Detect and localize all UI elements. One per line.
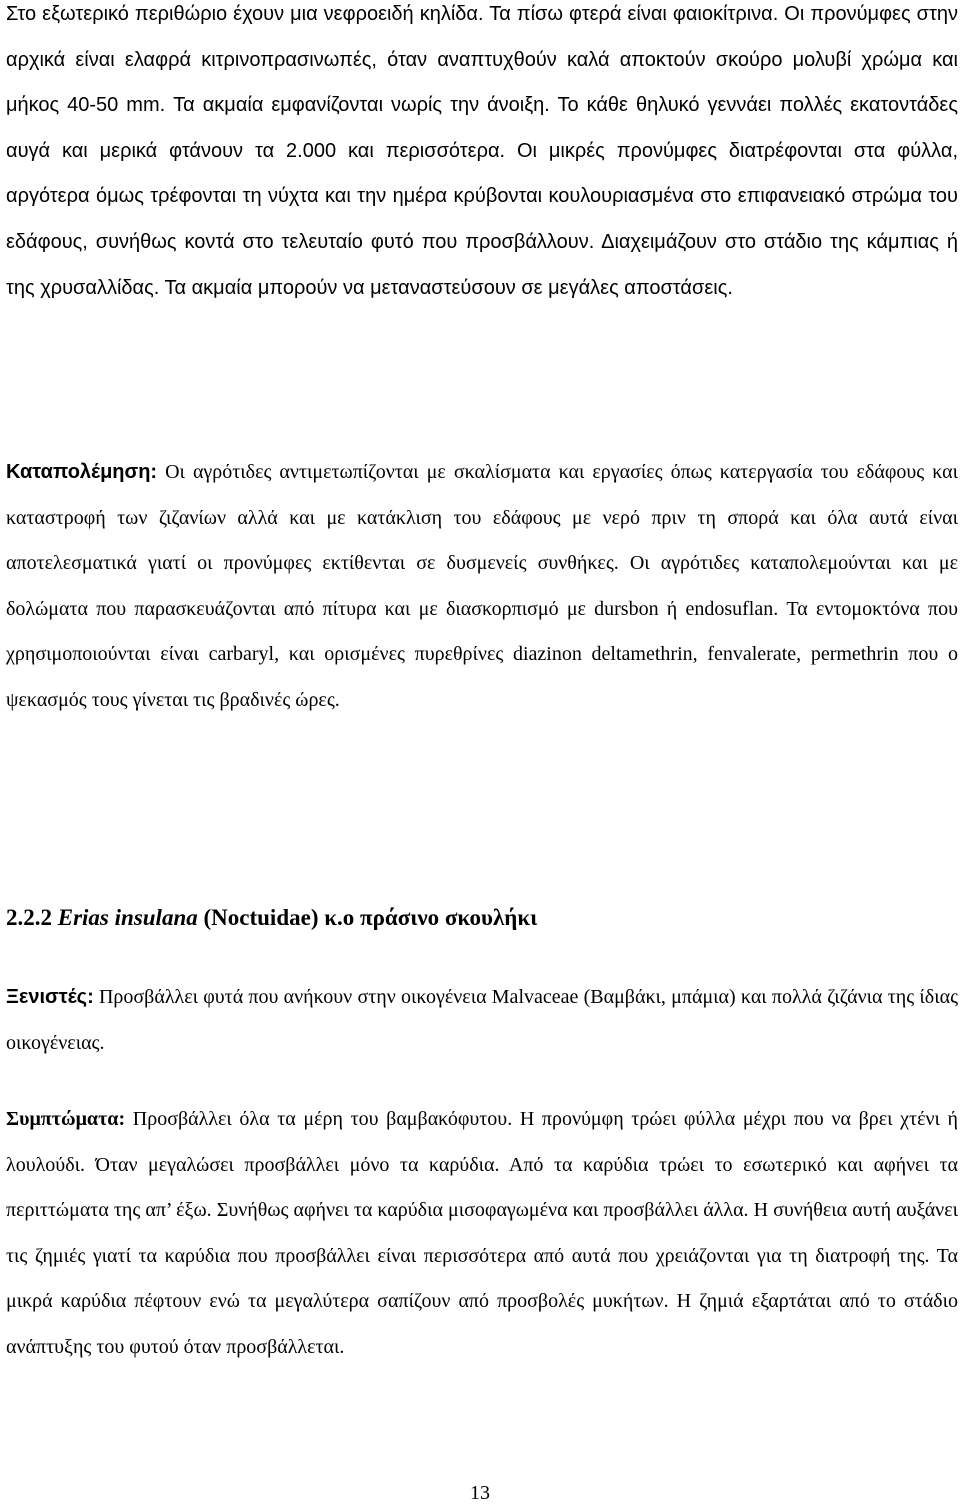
symptoms-label: Συμπτώματα: xyxy=(6,1108,126,1130)
symptoms-text: Προσβάλλει όλα τα μέρη του βαμβακόφυτου. Η προνύμφη τρώει φύλλα μέχρι που να βρει χτένι ή λουλούδι. Όταν μεγαλώσει προσβάλλει μόνο τα καρύδια. Από τα καρύδια τρώει το εσωτερικό και αφήνει τα περιττώματα της απ’ έξω. Συνήθως αφήνει τα καρύδια μισοφαγωμένα και προσβάλλει άλλα. Η συνήθεια αυτή αυξάνει τις ζημιές γιατί τα καρύδια που προσβάλλει είναι περισσότερα από αυτά που χρειάζονται για τη διατροφή της. Τα μικρά καρύδια πέφτουν ενώ τα μεγαλύτερα σαπίζουν από προσβολές μυκήτων. Η ζημιά εξαρτάται από το στάδιο ανάπτυξης του φυτού όταν προσβάλλεται. xyxy=(6,1108,958,1358)
paragraph-control xyxy=(6,450,958,724)
page-number: 13 xyxy=(470,1482,490,1504)
paragraph-symptoms xyxy=(6,1097,958,1371)
section-number: 2.2.2 xyxy=(6,905,58,930)
paragraph-hosts xyxy=(6,975,958,1066)
hosts-text: Προσβάλλει φυτά που ανήκουν στην οικογένεια Malvaceae (Βαμβάκι, μπάμια) και πολλά ζιζάνια της ίδιας οικογένειας. xyxy=(6,986,958,1054)
control-label: Καταπολέμηση: xyxy=(6,461,158,483)
paragraph-description xyxy=(6,0,958,311)
hosts-label: Ξενιστές: xyxy=(6,986,94,1008)
paragraph-description-text: Στο εξωτερικό περιθώριο έχουν μια νεφροειδή κηλίδα. Τα πίσω φτερά είναι φαιοκίτρινα. Οι προνύμφες στην αρχικά είναι ελαφρά κιτρινοπρασινωπές, όταν αναπτυχθούν καλά αποκτούν σκούρο μολυβί χρώμα και μήκος 40-50 mm. Τα ακμαία εμφανίζονται νωρίς την άνοιξη. Το κάθε θηλυκό γεννάει πολλές εκατοντάδες αυγά και μερικά φτάνουν τα 2.000 και περισσότερα. Οι μικρές προνύμφες διατρέφονται στα φύλλα, αργότερα όμως τρέφονται τη νύχτα και την ημέρα κρύβονται κουλουριασμένα στο επιφανειακό στρώμα του εδάφους, συνήθως κοντά στο τελευταίο φυτό που προσβάλλουν. Διαχειμάζουν στο στάδιο της κάμπιας ή της χρυσαλλίδας. Τα ακμαία μπορούν να μεταναστεύσουν σε μεγάλες αποστάσεις. xyxy=(6,3,958,299)
section-species: Erias insulana xyxy=(57,905,198,930)
section-heading xyxy=(6,898,537,938)
section-family-name: (Noctuidae) κ.ο πράσινο σκουλήκι xyxy=(197,905,538,930)
control-text: Οι αγρότιδες αντιμετωπίζονται με σκαλίσματα και εργασίες όπως κατεργασία του εδάφους και καταστροφή των ζιζανίων αλλά και με κατάκλιση του εδάφους με νερό πριν τη σπορά και όλα αυτά είναι αποτελεσματικά γιατί οι προνύμφες εκτίθενται σε δυσμενείς συνθήκες. Οι αγρότιδες καταπολεμούνται και με δολώματα που παρασκευάζονται από πίτυρα και με διασκορπισμό με dursbon ή endosuflan. Τα εντομοκτόνα που χρησιμοποιούνται είναι carbaryl, και ορισμένες πυρεθρίνες diazinon deltamethrin, fenvalerate, permethrin που ο ψεκασμός τους γίνεται τις βραδινές ώρες. xyxy=(6,461,958,711)
